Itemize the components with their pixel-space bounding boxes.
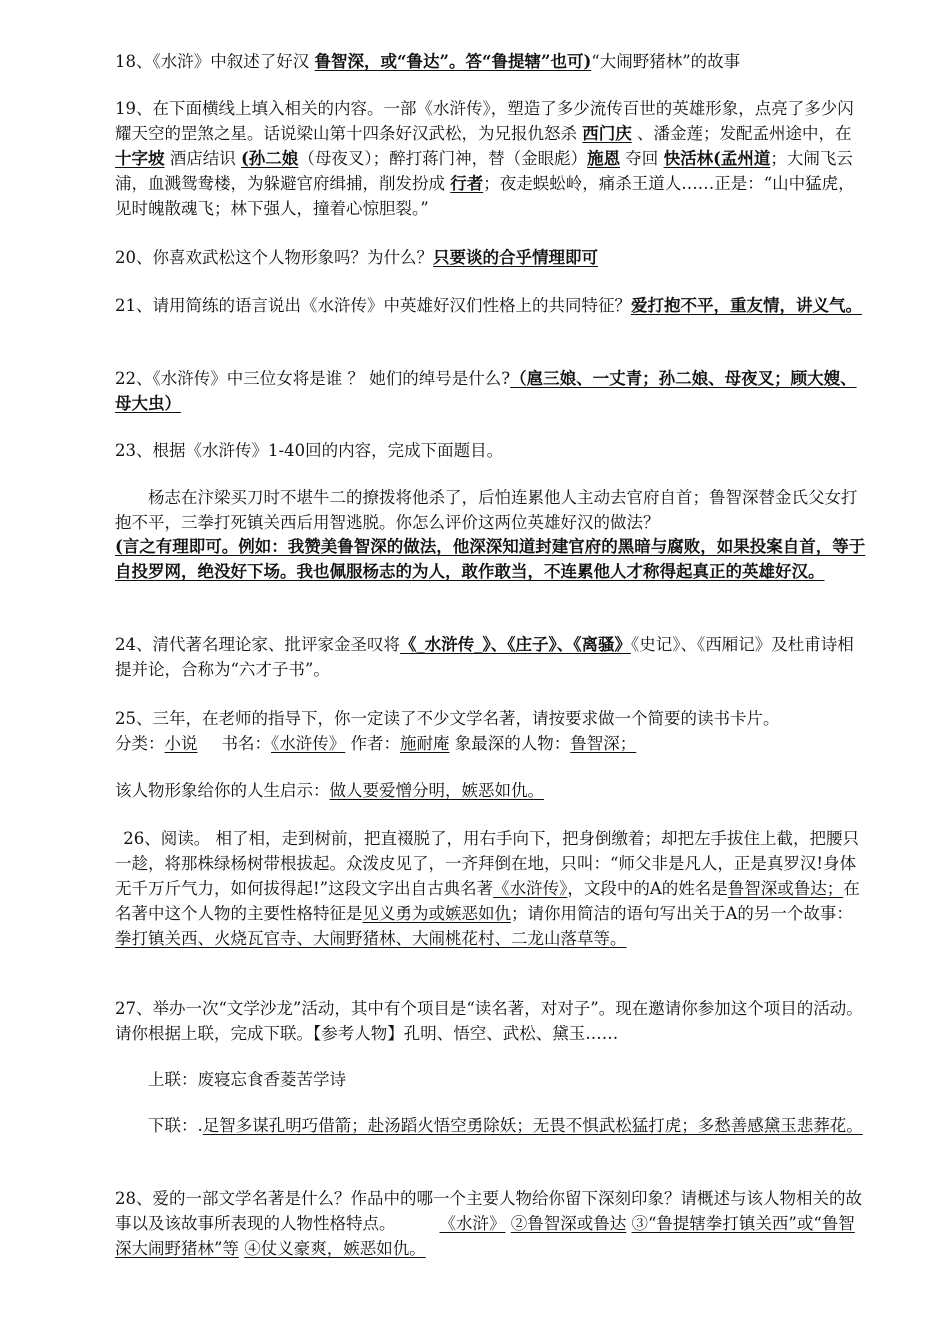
question-25 — [115, 706, 867, 756]
q19-text: 、潘金莲；发配孟州途中，在 — [631, 124, 852, 143]
q19-answer-2: 十字坡 — [115, 149, 165, 168]
q24-answer-1: 《_水浒传_》 — [400, 635, 491, 654]
q25-label-category: 分类： — [115, 734, 165, 753]
q26-answer-4: 拳打镇关西、火烧瓦官寺、大闹野猪林、大闹桃花村、二龙山落草等。 — [115, 929, 627, 948]
question-19 — [115, 96, 867, 221]
q26-answer-1: 《水浒传》 — [493, 879, 568, 898]
q25-value-insight: 做人要爱憎分明，嫉恶如仇。 — [329, 781, 544, 800]
q28-answer-3: ③“鲁提辖拳打镇关西”或“鲁智深大闹野猪林”等 — [115, 1214, 855, 1258]
q25-label-character: 象最深的人物： — [449, 734, 571, 753]
question-27 — [115, 996, 867, 1046]
q25-value-title: 《水浒传》 — [271, 734, 346, 753]
q25-value-category: 小说 — [164, 734, 198, 753]
q19-answer-3: (孙二娘 — [241, 149, 299, 168]
q25-label-author: 作者： — [345, 734, 400, 753]
q28-answer-4: ④仗义豪爽，嫉恶如仇。 — [244, 1239, 426, 1258]
q19-answer-6: 行者 — [450, 174, 484, 193]
q19-text: 酒店结识 — [164, 149, 241, 168]
q28-answer-2: ②鲁智深或鲁达 — [510, 1214, 627, 1233]
q25-label-insight: 该人物形象给你的人生启示： — [115, 781, 330, 800]
question-28 — [115, 1186, 867, 1261]
question-20 — [115, 245, 867, 270]
question-27-down — [115, 1113, 867, 1138]
q27-text: 27、举办一次“文学沙龙”活动，其中有个项目是“读名著，对对子”。现在邀请你参加这个项目的活动。请你根据上联，完成下联。【参考人物】孔明、悟空、武松、黛玉…… — [115, 999, 863, 1043]
q24-answer-2: 《庄子》 — [507, 635, 557, 654]
q20-text: 20、你喜欢武松这个人物形象吗？为什么？ — [115, 248, 433, 267]
question-26 — [115, 826, 867, 951]
question-24 — [115, 632, 867, 682]
q20-answer: 只要谈的合乎情理即可 — [433, 248, 598, 267]
q24-text-end: 《史记》、《西厢记》及杜甫诗相提并论，合称为“六才子书”。 — [115, 635, 854, 679]
question-25-insight — [115, 778, 867, 803]
q21-text: 21、请用简练的语言说出《水浒传》中英雄好汉们性格上的共同特征？ — [115, 296, 631, 315]
q25-label-title: 书名： — [221, 734, 271, 753]
q19-answer-4: 施恩 — [587, 149, 621, 168]
question-18 — [115, 49, 867, 74]
q27-down-couplet: 足智多谋孔明巧借箭；赴汤蹈火悟空勇除妖；无畏不惧武松猛打虎；多愁善感黛玉悲葬花。 — [202, 1116, 863, 1135]
q19-answer-1: 西门庆 — [582, 124, 632, 143]
q26-text: ；请你用简洁的语句写出关于A的另一个故事： — [511, 904, 853, 923]
q25-value-character: 鲁智深； — [570, 734, 637, 753]
q19-text: （母夜叉）；醉打蒋门神，替（金眼彪） — [298, 149, 588, 168]
question-22 — [115, 366, 867, 416]
q24-answer-3: 《离骚》 — [573, 635, 631, 654]
question-21 — [115, 293, 867, 318]
question-23-answer — [115, 534, 867, 584]
q23-text: 23、根据《水浒传》1-40回的内容，完成下面题目。 — [115, 441, 504, 460]
q21-answer: 爱打抱不平，重友情，讲义气。 — [631, 296, 862, 315]
q25-value-author: 施耐庵 — [400, 734, 450, 753]
q27-up-couplet: 上联：废寝忘食香菱苦学诗 — [148, 1070, 346, 1089]
q26-text: 在名著中这个人物的主要性格特征是 — [115, 879, 860, 923]
q22-text: 22、《水浒传》中三位女将是谁 ？ 她们的绰号是什么? — [115, 369, 511, 388]
question-27-up — [115, 1067, 867, 1092]
q19-text: 19、在下面横线上填入相关的内容。一部《水浒传》，塑造了多少流传百世的英雄形象，点亮了多少闪耀天空的罡煞之星。话说梁山第十四条好汉武松，为兄报仇怒杀 — [115, 99, 854, 143]
question-23-passage — [115, 485, 867, 535]
q23-answer: (言之有理即可。例如：我赞美鲁智深的做法，他深深知道封建官府的黑暗与腐败，如果投案自首，等于自投罗网，绝没好下场。我也佩服杨志的为人，敢作敢当，不连累他人才称得起真正的英雄好汉。 — [115, 537, 866, 581]
q27-down-label: 下联：. — [148, 1116, 203, 1135]
q26-answer-2: 鲁智深或鲁达； — [727, 879, 844, 898]
q26-text: 26、阅读。 相了相，走到树前，把直裰脱了，用右手向下，把身倒缴着；却把左手拔住上截，把腰只一趁，将那株绿杨树带根拔起。众泼皮见了，一齐拜倒在地，只叫：“师父非是凡人，正是真罗汉!身体无千万斤气力，如何拔得起!”这段文字出自古典名著 — [115, 829, 859, 898]
q24-separator: 、 — [556, 635, 574, 654]
q24-text: 24、清代著名理论家、批评家金圣叹将 — [115, 635, 400, 654]
q24-separator: 、 — [490, 635, 508, 654]
q18-text-end: “大闹野猪林”的故事 — [591, 52, 741, 71]
q23-passage-text: 杨志在汴梁买刀时不堪牛二的撩拨将他杀了，后怕连累他人主动去官府自首；鲁智深替金氏父女打抱不平，三拳打死镇关西后用智逃脱。你怎么评价这两位英雄好汉的做法？ — [115, 488, 858, 532]
q28-answer-1: 《水浒》 — [439, 1214, 506, 1233]
q19-text: ；夜走蜈蚣岭，痛杀王道人……正是：“山中猛虎，见时魄散魂飞；林下强人，撞着心惊胆裂。” — [115, 174, 855, 218]
q28-text: 28、爱的一部文学名著是什么？作品中的哪一个主要人物给你留下深刻印象？请概述与该人物相关的故事以及该故事所表现的人物性格特点。 — [115, 1189, 862, 1233]
q18-answer: 鲁智深，或“鲁达”。答“鲁提辖”也可) — [314, 52, 592, 71]
q25-text: 25、三年，在老师的指导下，你一定读了不少文学名著，请按要求做一个简要的读书卡片。 — [115, 709, 780, 728]
q22-answer: （扈三娘、一丈青；孙二娘、母夜叉；顾大嫂、母大虫） — [115, 369, 857, 413]
q19-answer-5: 快活林(孟州道 — [663, 149, 771, 168]
q26-answer-3: 见义勇为或嫉恶如仇 — [362, 904, 511, 923]
question-23 — [115, 438, 867, 463]
q26-text: ，文段中的A的姓名是 — [567, 879, 728, 898]
q19-text: ；大闹飞云浦，血溅鸳鸯楼，为躲避官府缉捕，削发扮成 — [115, 149, 853, 193]
q19-text: 夺回 — [620, 149, 664, 168]
q18-text: 18、《水浒》中叙述了好汉 — [115, 52, 315, 71]
